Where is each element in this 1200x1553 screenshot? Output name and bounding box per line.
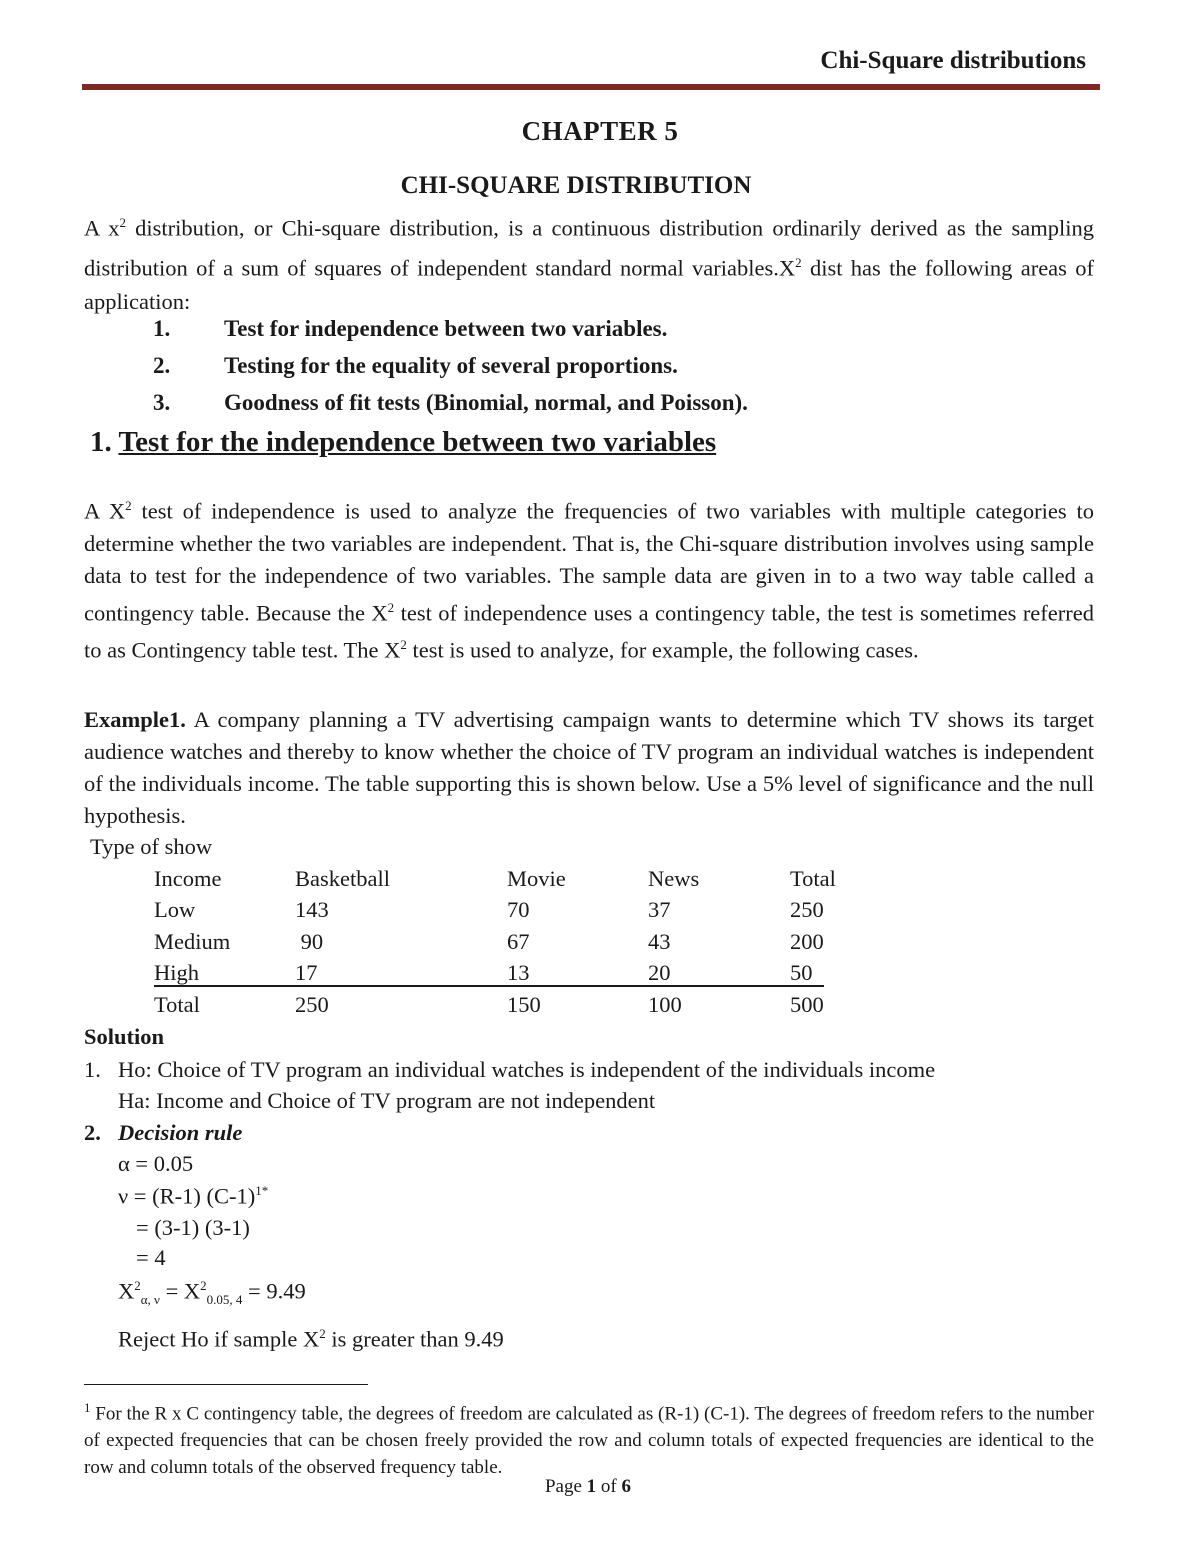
list-item: 2. Testing for the equality of several proportions. — [153, 353, 678, 378]
page-footer: Page 1 of 6 — [544, 1476, 631, 1497]
rejection-rule: Reject Ho if sample $X^2$ is greater than 9.49 — [118, 1326, 504, 1352]
critical-value-line: $X^2_{\alpha, \nu} = X^2_{0.05, 4} = 9.49$ — [118, 1278, 306, 1307]
running-header: Chi-Square distributions — [820, 47, 1086, 74]
decision-rule-heading: 2. Decision rule — [84, 1120, 243, 1145]
alpha-line: α = 0.05 — [118, 1151, 194, 1176]
table-caption: Type of show — [90, 834, 213, 859]
solution-heading: Solution — [84, 1024, 165, 1049]
null-hypothesis: 1. Ho: Choice of TV program an individual watches is independent of the individuals income — [84, 1057, 936, 1082]
df-line: ν = (R-1) $(C-1)^{1*}$ — [118, 1183, 269, 1209]
section-heading: 1. Test for the independence between two variables — [90, 426, 717, 458]
example-label: Example1. — [84, 707, 186, 732]
header-divider — [82, 84, 1100, 90]
footnote: $^1$ For the R x C contingency table, the degrees of freedom are calculated as (R-1) (C-1). The degrees of freedom refers to the number of expected frequencies that can be chosen freely provided the row and column totals of expected frequencies are identical to the row and column totals of the observed frequency table. — [84, 1400, 1094, 1479]
list-item: 1. Test for independence between two variables. — [153, 316, 668, 341]
alt-hypothesis: Ha: Income and Choice of TV program are not independent — [118, 1088, 656, 1113]
df-line: = (3-1) (3-1) — [136, 1215, 250, 1240]
section-paragraph: A $X^2$ test of independence is used to analyze the frequencies of two variables with multiple categories to determine whether the two variables are independent. That is, the Chi-square distribution involves using sample data to test for the independence of two variables. The sample data are given in to a two way table called a contingency table. Because the $X^2$ test of independence uses a contingency table, the test is sometimes referred to as Contingency table test. The $X^2$ test is used to analyze, for example, the following cases. — [84, 498, 1094, 663]
table-divider — [154, 985, 824, 987]
example-paragraph: Example1. A company planning a TV advertising campaign wants to determine which TV shows its target audience watches and thereby to know whether the choice of TV program an individual watches is independent of the individuals income. The table supporting this is shown below. Use a 5% level of significance and the null hypothesis. — [84, 707, 1094, 828]
chapter-title: CHI-SQUARE DISTRIBUTION — [400, 172, 752, 199]
list-item: 3. Goodness of fit tests (Binomial, normal, and Poisson). — [153, 390, 748, 415]
chapter-label: CHAPTER 5 — [521, 116, 679, 146]
df-line: = 4 — [136, 1245, 166, 1270]
intro-paragraph: A $x^2$ distribution, or Chi-square distribution, is a continuous distribution ordinarily derived as the sampling distribution of a sum of squares of independent standard normal $variables.X^2$ dist has the following areas of application: — [84, 215, 1095, 314]
footnote-divider — [84, 1384, 368, 1385]
